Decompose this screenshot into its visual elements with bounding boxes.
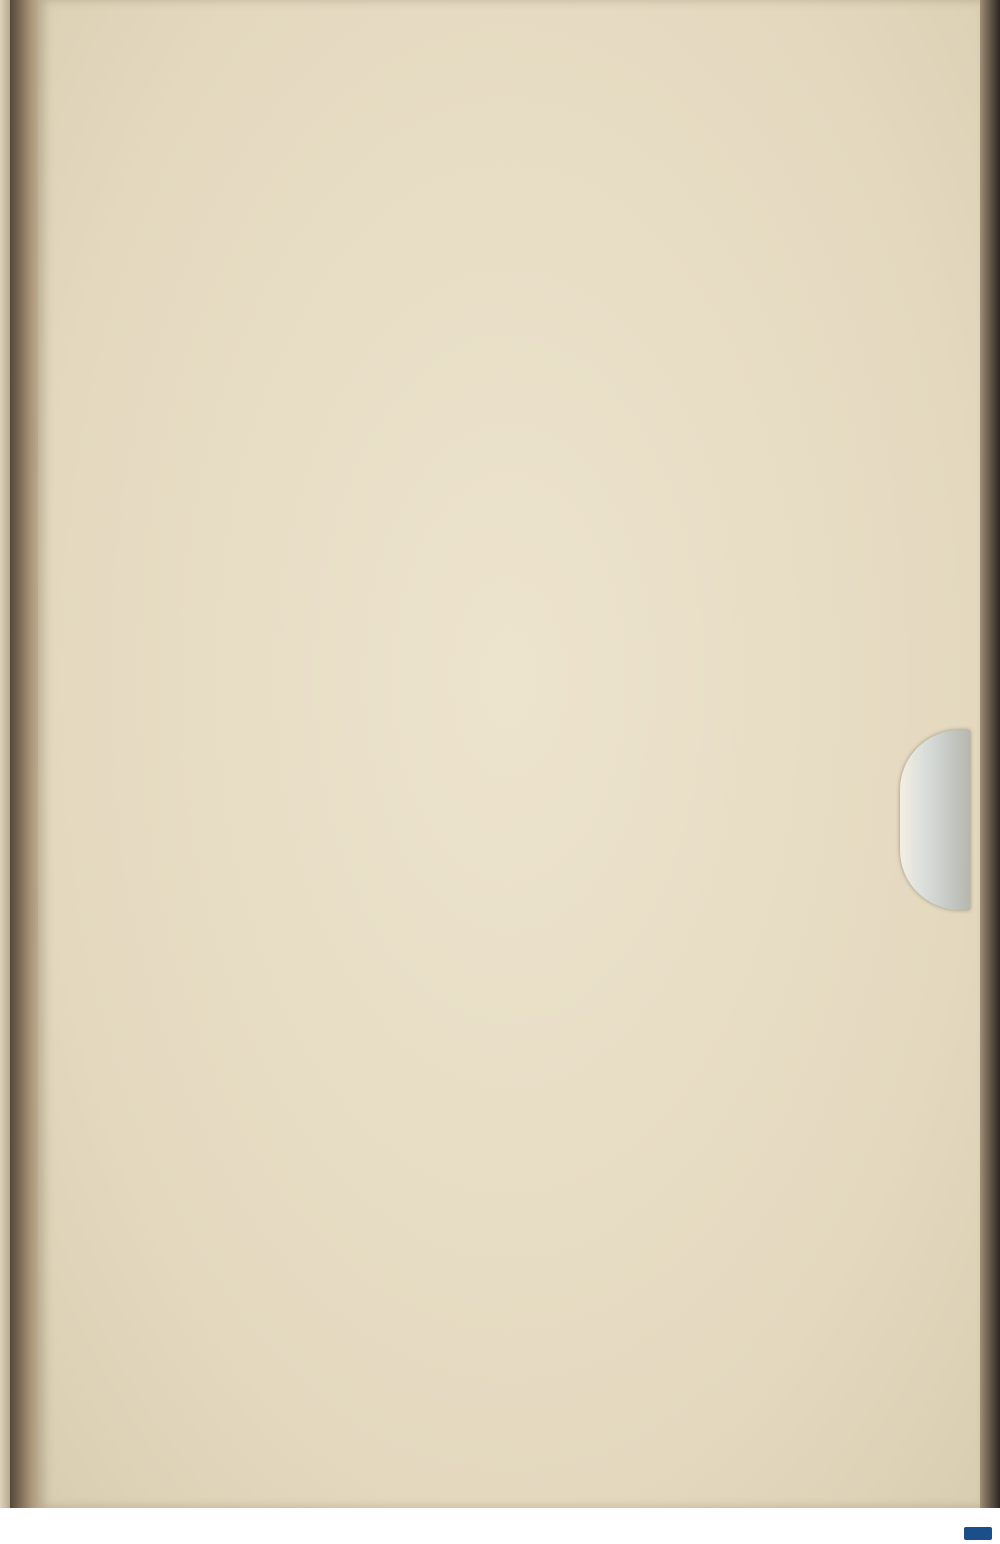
page-clip-holder [900, 730, 970, 910]
dfg-logo [964, 1527, 992, 1540]
footer-bar [0, 1508, 1000, 1544]
book-page [38, 0, 980, 1508]
adjacent-page-edge [0, 0, 10, 1544]
